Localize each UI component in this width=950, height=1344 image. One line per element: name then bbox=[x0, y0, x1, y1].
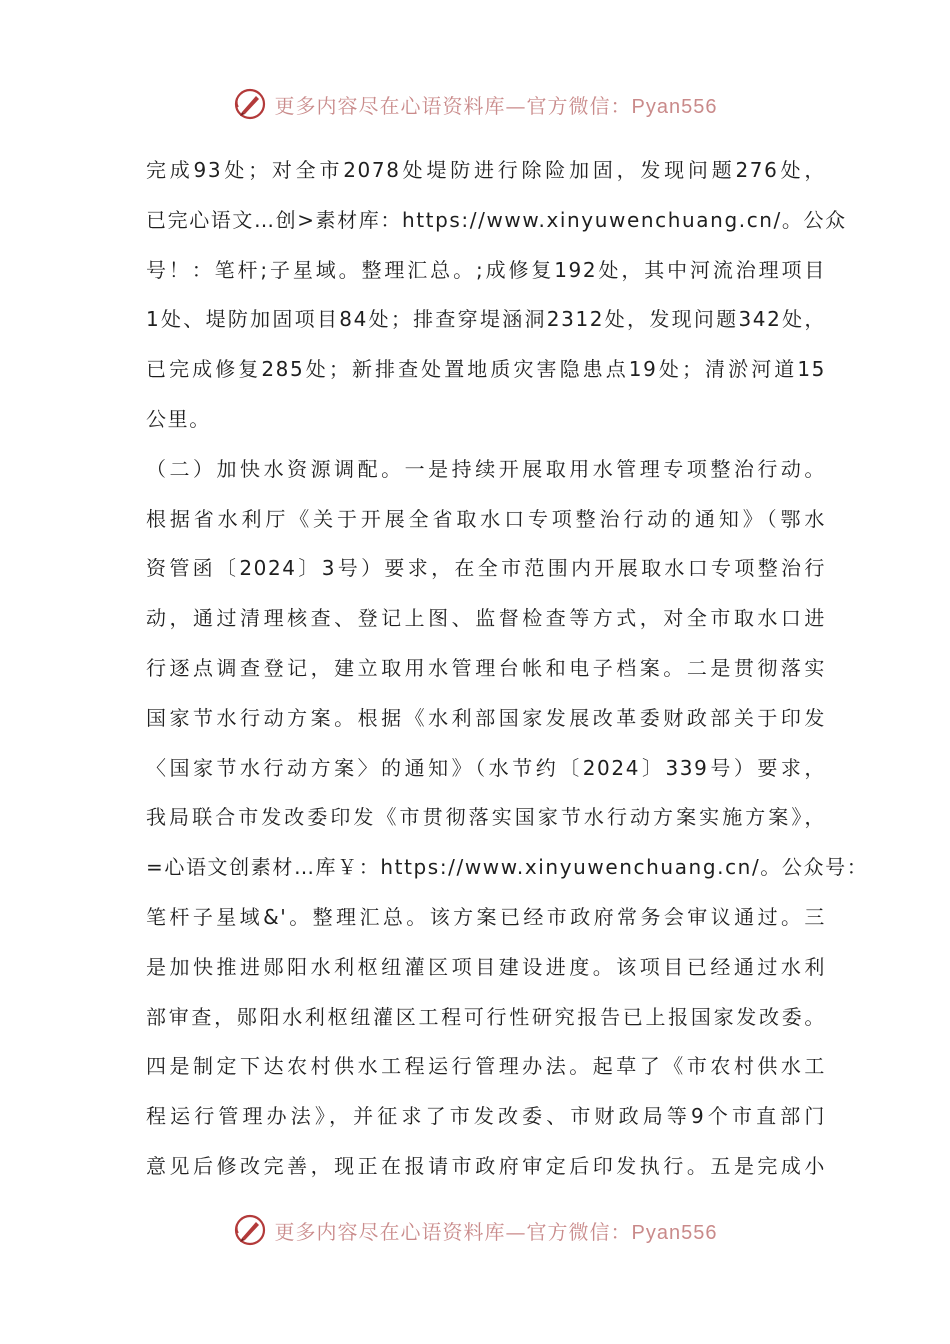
body-line: 动，通过清理核查、登记上图、监督检查等方式，对全市取水口进 bbox=[146, 606, 826, 631]
body-line: 已完成修复285处；新排查处置地质灾害隐患点19处；清淤河道15 bbox=[146, 357, 826, 382]
body-line: 笔杆子星域&'。整理汇总。该方案已经市政府常务会审议通过。三 bbox=[146, 904, 826, 929]
body-line: 资管函〔2024〕3号）要求，在全市范围内开展取水口专项整治行 bbox=[146, 556, 826, 581]
body-line: 完成93处；对全市2078处堤防进行除险加固，发现问题276处， bbox=[146, 158, 826, 182]
pen-logo-icon bbox=[233, 87, 267, 121]
footer-wechat-id: Pyan556 bbox=[631, 1221, 718, 1244]
body-line: =心语文创素材…库￥：https://www.xinyuwenchuang.cn/。公众号： bbox=[146, 855, 869, 880]
body-line: 我局联合市发改委印发《市贯彻落实国家节水行动方案实施方案》， bbox=[146, 805, 826, 830]
footer-banner-text: 更多内容尽在心语资料库—官方微信： bbox=[274, 1219, 632, 1244]
document-body bbox=[146, 146, 869, 1192]
pen-logo-icon bbox=[233, 1213, 267, 1247]
body-line: 公里。 bbox=[146, 406, 211, 431]
body-line: 是加快推进郧阳水利枢纽灌区项目建设进度。该项目已经通过水利 bbox=[146, 954, 826, 979]
footer-banner bbox=[0, 1210, 950, 1250]
body-line: 国家节水行动方案。根据《水利部国家发展改革委财政部关于印发 bbox=[146, 705, 826, 730]
header-banner bbox=[0, 84, 950, 124]
body-line: 已完心语文…创>素材库：https://www.xinyuwenchuang.cn/。公众 bbox=[146, 207, 847, 232]
header-wechat-id: Pyan556 bbox=[631, 95, 718, 118]
body-line: 程运行管理办法》，并征求了市发改委、市财政局等9个市直部门 bbox=[146, 1104, 826, 1129]
body-line: 号！：笔杆;子星域。整理汇总。;成修复192处，其中河流治理项目 bbox=[146, 257, 826, 282]
body-line: 根据省水利厅《关于开展全省取水口专项整治行动的通知》（鄂水 bbox=[146, 506, 826, 531]
body-line: （二）加快水资源调配。一是持续开展取用水管理专项整治行动。 bbox=[146, 456, 826, 481]
body-line: 意见后修改完善，现正在报请市政府审定后印发执行。五是完成小 bbox=[146, 1153, 826, 1178]
body-line: 部审查，郧阳水利枢纽灌区工程可行性研究报告已上报国家发改委。 bbox=[146, 1004, 826, 1029]
body-line: 〈国家节水行动方案〉的通知》（水节约〔2024〕339号）要求， bbox=[146, 755, 826, 780]
body-line: 四是制定下达农村供水工程运行管理办法。起草了《市农村供水工 bbox=[146, 1054, 826, 1079]
body-line: 行逐点调查登记，建立取用水管理台帐和电子档案。二是贯彻落实 bbox=[146, 655, 826, 680]
header-banner-text: 更多内容尽在心语资料库—官方微信： bbox=[274, 93, 632, 118]
body-line: 1处、堤防加固项目84处；排查穿堤涵洞2312处，发现问题342处， bbox=[146, 307, 826, 332]
